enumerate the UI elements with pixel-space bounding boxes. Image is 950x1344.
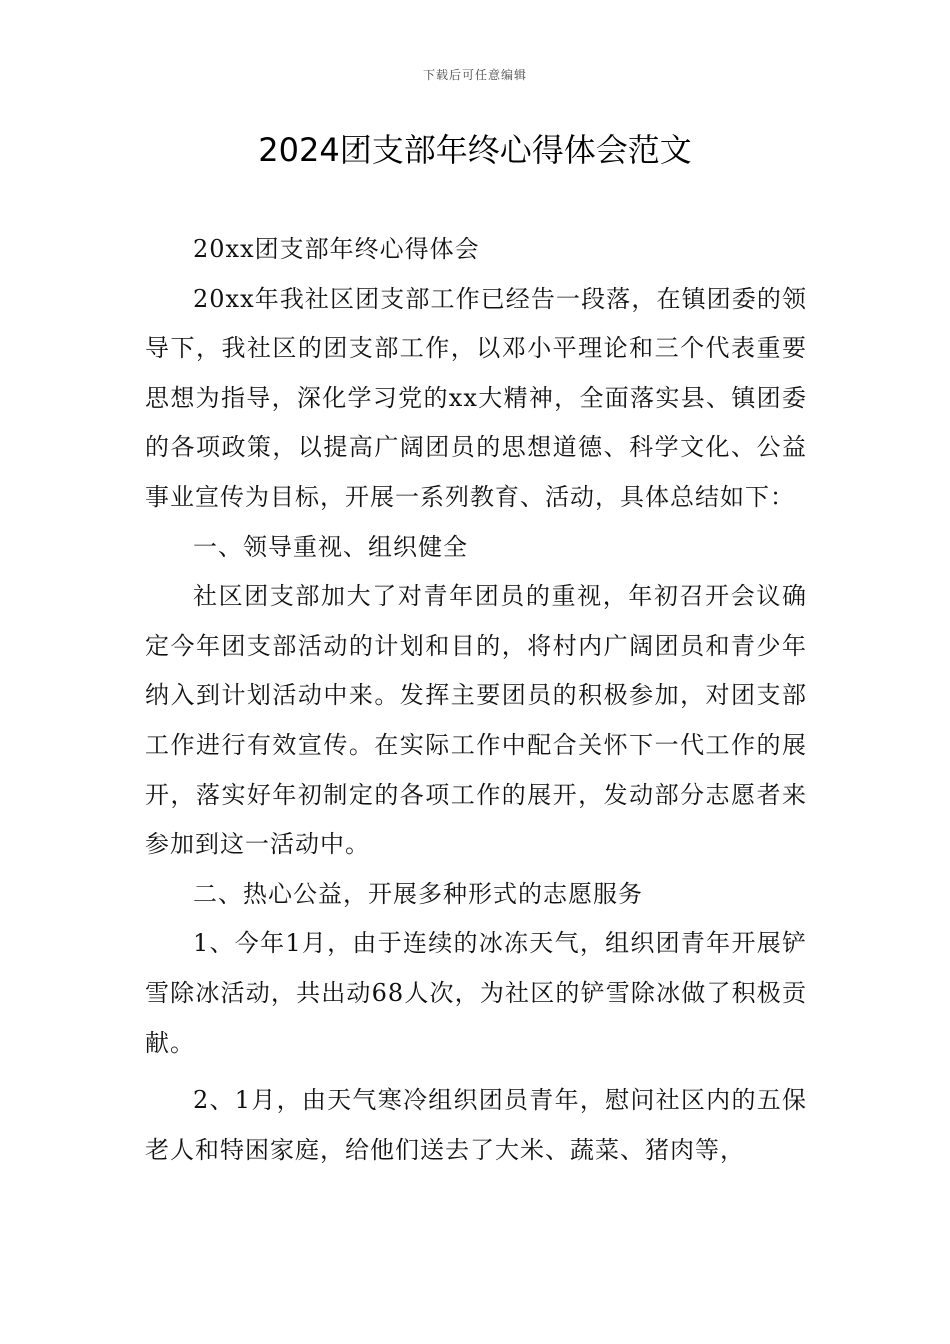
paragraph-intro: 20xx年我社区团支部工作已经告一段落，在镇团委的领导下，我社区的团支部工作，以邓小平理论和三个代表重要思想为指导，深化学习党的xx大精神，全面落实县、镇团委的各项政策，以提高广阔团员的思想道德、科学文化、公益事业宣传为目标，开展一系列教育、活动，具体总结如下： (145, 284, 807, 511)
section-heading-2: 二、热心公益，开展多种形式的志愿服务 (193, 879, 643, 908)
paragraph-subtitle: 20xx团支部年终心得体会 (193, 235, 480, 263)
document-body (145, 225, 807, 1175)
paragraph-item-2: 2、1月，由天气寒冷组织团员青年，慰问社区内的五保老人和特困家庭，给他们送去了大米、蔬菜、猪肉等， (145, 1086, 807, 1164)
paragraph-item-1: 1、今年1月，由于连续的冰冻天气，组织团青年开展铲雪除冰活动，共出动68人次，为社区的铲雪除冰做了积极贡献。 (145, 929, 807, 1057)
document-title: 2024团支部年终心得体会范文 (258, 131, 692, 169)
header-note: 下载后可任意编辑 (422, 68, 527, 82)
paragraph-section-1: 社区团支部加大了对青年团员的重视，年初召开会议确定今年团支部活动的计划和目的，将村内广阔团员和青少年纳入到计划活动中来。发挥主要团员的积极参加，对团支部工作进行有效宣传。在实际工作中配合关怀下一代工作的展开，落实好年初制定的各项工作的展开，发动部分志愿者来参加到这一活动中。 (145, 582, 807, 859)
section-heading-1: 一、领导重视、组织健全 (193, 532, 468, 561)
